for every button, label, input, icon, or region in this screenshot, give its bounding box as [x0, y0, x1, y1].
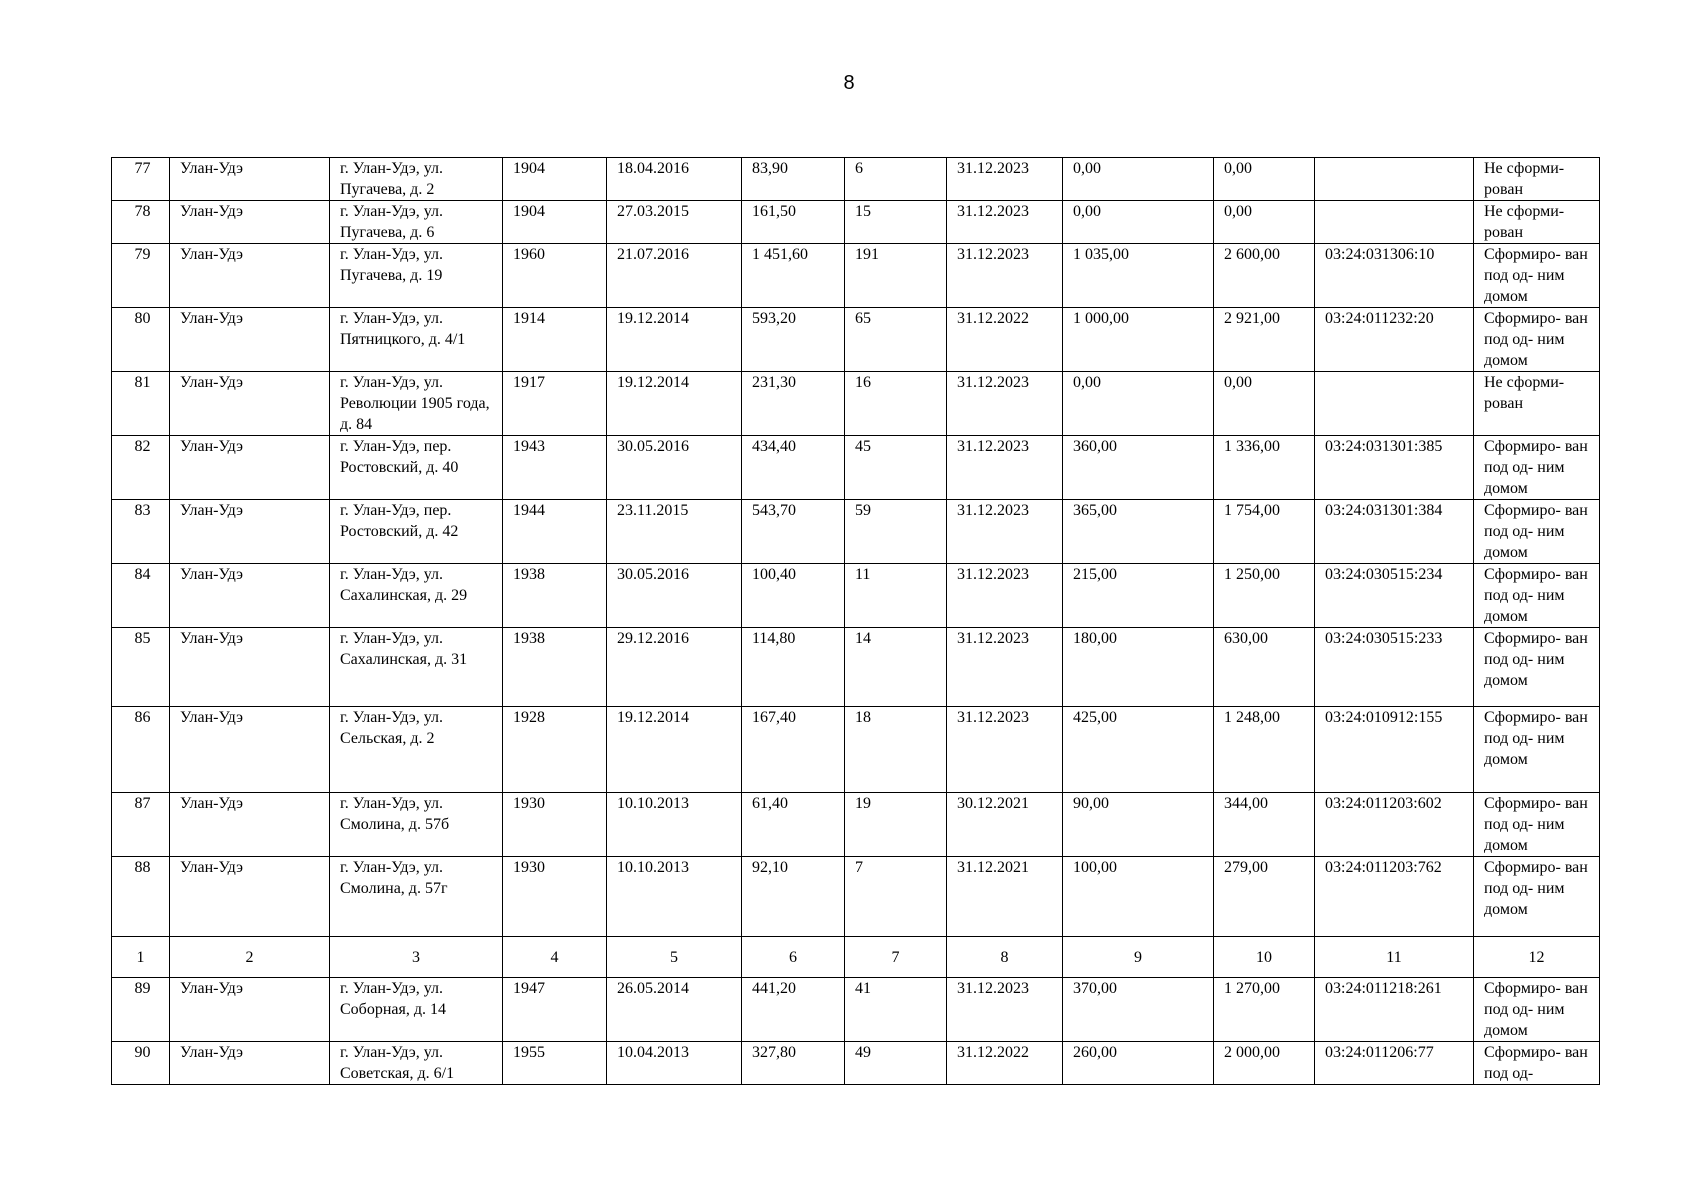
- area-cell: 593,20: [742, 308, 845, 372]
- city-cell: Улан-Удэ: [170, 793, 330, 857]
- land-status-cell: Сформиро- ван под од- ним домом: [1474, 436, 1600, 500]
- city-cell: Улан-Удэ: [170, 158, 330, 201]
- land-status-cell: Сформиро- ван под од- ним домом: [1474, 857, 1600, 937]
- land-area-cell: 100,00: [1063, 857, 1214, 937]
- row-number-cell: 90: [112, 1042, 170, 1085]
- city-cell: Улан-Удэ: [170, 500, 330, 564]
- residents-cell: 16: [845, 372, 947, 436]
- city-cell: Улан-Удэ: [170, 564, 330, 628]
- value-cell: 0,00: [1214, 372, 1315, 436]
- date-cell: 27.03.2015: [607, 201, 742, 244]
- column-number-cell: 6: [742, 937, 845, 978]
- area-cell: 1 451,60: [742, 244, 845, 308]
- area-cell: 83,90: [742, 158, 845, 201]
- row-number-cell: 78: [112, 201, 170, 244]
- table-row: [112, 244, 1600, 308]
- deadline-date-cell: 31.12.2023: [947, 707, 1063, 793]
- land-status-cell: Не сформи- рован: [1474, 201, 1600, 244]
- address-cell: г. Улан-Удэ, ул. Пугачева, д. 2: [330, 158, 503, 201]
- table-row: [112, 201, 1600, 244]
- cadastral-number-cell: [1315, 372, 1474, 436]
- value-cell: 0,00: [1214, 158, 1315, 201]
- value-cell: 2 921,00: [1214, 308, 1315, 372]
- date-cell: 30.05.2016: [607, 436, 742, 500]
- address-cell: г. Улан-Удэ, ул. Советская, д. 6/1: [330, 1042, 503, 1085]
- value-cell: 1 248,00: [1214, 707, 1315, 793]
- year-built-cell: 1930: [503, 857, 607, 937]
- table-row: [112, 857, 1600, 937]
- city-cell: Улан-Удэ: [170, 308, 330, 372]
- deadline-date-cell: 30.12.2021: [947, 793, 1063, 857]
- page-number: 8: [843, 72, 855, 94]
- land-area-cell: 215,00: [1063, 564, 1214, 628]
- date-cell: 26.05.2014: [607, 978, 742, 1042]
- row-number-cell: 83: [112, 500, 170, 564]
- value-cell: 1 250,00: [1214, 564, 1315, 628]
- address-cell: г. Улан-Удэ, ул. Пугачева, д. 19: [330, 244, 503, 308]
- land-status-cell: Не сформи- рован: [1474, 158, 1600, 201]
- date-cell: 18.04.2016: [607, 158, 742, 201]
- table-body: [112, 158, 1600, 1085]
- date-cell: 19.12.2014: [607, 308, 742, 372]
- deadline-date-cell: 31.12.2023: [947, 628, 1063, 707]
- address-cell: г. Улан-Удэ, пер. Ростовский, д. 42: [330, 500, 503, 564]
- value-cell: 1 270,00: [1214, 978, 1315, 1042]
- year-built-cell: 1938: [503, 564, 607, 628]
- area-cell: 327,80: [742, 1042, 845, 1085]
- date-cell: 30.05.2016: [607, 564, 742, 628]
- area-cell: 114,80: [742, 628, 845, 707]
- value-cell: 2 000,00: [1214, 1042, 1315, 1085]
- deadline-date-cell: 31.12.2023: [947, 500, 1063, 564]
- cadastral-number-cell: 03:24:011206:77: [1315, 1042, 1474, 1085]
- deadline-date-cell: 31.12.2023: [947, 978, 1063, 1042]
- deadline-date-cell: 31.12.2023: [947, 158, 1063, 201]
- deadline-date-cell: 31.12.2023: [947, 436, 1063, 500]
- cadastral-number-cell: 03:24:031301:385: [1315, 436, 1474, 500]
- residents-cell: 49: [845, 1042, 947, 1085]
- cadastral-number-cell: 03:24:011203:762: [1315, 857, 1474, 937]
- city-cell: Улан-Удэ: [170, 628, 330, 707]
- residents-cell: 59: [845, 500, 947, 564]
- land-area-cell: 260,00: [1063, 1042, 1214, 1085]
- land-status-cell: Сформиро- ван под од- ним домом: [1474, 978, 1600, 1042]
- address-cell: г. Улан-Удэ, пер. Ростовский, д. 40: [330, 436, 503, 500]
- address-cell: г. Улан-Удэ, ул. Революции 1905 года, д. 84: [330, 372, 503, 436]
- year-built-cell: 1955: [503, 1042, 607, 1085]
- table-row: [112, 436, 1600, 500]
- area-cell: 100,40: [742, 564, 845, 628]
- cadastral-number-cell: 03:24:010912:155: [1315, 707, 1474, 793]
- residents-cell: 41: [845, 978, 947, 1042]
- date-cell: 19.12.2014: [607, 372, 742, 436]
- land-area-cell: 425,00: [1063, 707, 1214, 793]
- residents-cell: 191: [845, 244, 947, 308]
- deadline-date-cell: 31.12.2023: [947, 244, 1063, 308]
- year-built-cell: 1930: [503, 793, 607, 857]
- column-number-cell: 7: [845, 937, 947, 978]
- row-number-cell: 80: [112, 308, 170, 372]
- land-status-cell: Сформиро- ван под од- ним домом: [1474, 564, 1600, 628]
- land-area-cell: 0,00: [1063, 158, 1214, 201]
- residents-cell: 6: [845, 158, 947, 201]
- area-cell: 441,20: [742, 978, 845, 1042]
- row-number-cell: 87: [112, 793, 170, 857]
- value-cell: 2 600,00: [1214, 244, 1315, 308]
- cadastral-number-cell: 03:24:011232:20: [1315, 308, 1474, 372]
- column-number-cell: 8: [947, 937, 1063, 978]
- cadastral-number-cell: 03:24:030515:234: [1315, 564, 1474, 628]
- value-cell: 279,00: [1214, 857, 1315, 937]
- area-cell: 543,70: [742, 500, 845, 564]
- land-area-cell: 360,00: [1063, 436, 1214, 500]
- cadastral-number-cell: [1315, 158, 1474, 201]
- column-number-cell: 4: [503, 937, 607, 978]
- year-built-cell: 1917: [503, 372, 607, 436]
- housing-register-table: [111, 157, 1600, 1085]
- city-cell: Улан-Удэ: [170, 978, 330, 1042]
- address-cell: г. Улан-Удэ, ул. Сахалинская, д. 29: [330, 564, 503, 628]
- city-cell: Улан-Удэ: [170, 201, 330, 244]
- table-row: [112, 793, 1600, 857]
- column-number-cell: 9: [1063, 937, 1214, 978]
- city-cell: Улан-Удэ: [170, 1042, 330, 1085]
- cadastral-number-cell: 03:24:011218:261: [1315, 978, 1474, 1042]
- date-cell: 10.10.2013: [607, 793, 742, 857]
- value-cell: 1 336,00: [1214, 436, 1315, 500]
- area-cell: 167,40: [742, 707, 845, 793]
- residents-cell: 7: [845, 857, 947, 937]
- year-built-cell: 1947: [503, 978, 607, 1042]
- city-cell: Улан-Удэ: [170, 857, 330, 937]
- area-cell: 161,50: [742, 201, 845, 244]
- table-row: [112, 158, 1600, 201]
- city-cell: Улан-Удэ: [170, 372, 330, 436]
- deadline-date-cell: 31.12.2023: [947, 372, 1063, 436]
- address-cell: г. Улан-Удэ, ул. Пятницкого, д. 4/1: [330, 308, 503, 372]
- land-area-cell: 0,00: [1063, 372, 1214, 436]
- deadline-date-cell: 31.12.2021: [947, 857, 1063, 937]
- date-cell: 10.04.2013: [607, 1042, 742, 1085]
- residents-cell: 11: [845, 564, 947, 628]
- residents-cell: 15: [845, 201, 947, 244]
- year-built-cell: 1943: [503, 436, 607, 500]
- value-cell: 344,00: [1214, 793, 1315, 857]
- residents-cell: 14: [845, 628, 947, 707]
- year-built-cell: 1914: [503, 308, 607, 372]
- land-status-cell: Сформиро- ван под од- ним домом: [1474, 793, 1600, 857]
- date-cell: 10.10.2013: [607, 857, 742, 937]
- column-numbering-row: [112, 937, 1600, 978]
- year-built-cell: 1944: [503, 500, 607, 564]
- column-number-cell: 12: [1474, 937, 1600, 978]
- area-cell: 92,10: [742, 857, 845, 937]
- row-number-cell: 86: [112, 707, 170, 793]
- land-status-cell: Сформиро- ван под од- ним домом: [1474, 628, 1600, 707]
- row-number-cell: 88: [112, 857, 170, 937]
- area-cell: 434,40: [742, 436, 845, 500]
- column-number-cell: 1: [112, 937, 170, 978]
- row-number-cell: 85: [112, 628, 170, 707]
- residents-cell: 18: [845, 707, 947, 793]
- value-cell: 0,00: [1214, 201, 1315, 244]
- deadline-date-cell: 31.12.2023: [947, 564, 1063, 628]
- residents-cell: 65: [845, 308, 947, 372]
- address-cell: г. Улан-Удэ, ул. Соборная, д. 14: [330, 978, 503, 1042]
- deadline-date-cell: 31.12.2022: [947, 308, 1063, 372]
- land-area-cell: 180,00: [1063, 628, 1214, 707]
- address-cell: г. Улан-Удэ, ул. Смолина, д. 57г: [330, 857, 503, 937]
- city-cell: Улан-Удэ: [170, 436, 330, 500]
- value-cell: 1 754,00: [1214, 500, 1315, 564]
- table-row: [112, 978, 1600, 1042]
- table-row: [112, 628, 1600, 707]
- year-built-cell: 1960: [503, 244, 607, 308]
- address-cell: г. Улан-Удэ, ул. Сельская, д. 2: [330, 707, 503, 793]
- column-number-cell: 10: [1214, 937, 1315, 978]
- row-number-cell: 89: [112, 978, 170, 1042]
- column-number-cell: 3: [330, 937, 503, 978]
- column-number-cell: 5: [607, 937, 742, 978]
- table-row: [112, 707, 1600, 793]
- city-cell: Улан-Удэ: [170, 244, 330, 308]
- row-number-cell: 77: [112, 158, 170, 201]
- deadline-date-cell: 31.12.2022: [947, 1042, 1063, 1085]
- table-row: [112, 372, 1600, 436]
- table-row: [112, 1042, 1600, 1085]
- land-status-cell: Сформиро- ван под од- ним домом: [1474, 308, 1600, 372]
- year-built-cell: 1904: [503, 158, 607, 201]
- land-area-cell: 1 000,00: [1063, 308, 1214, 372]
- land-area-cell: 90,00: [1063, 793, 1214, 857]
- deadline-date-cell: 31.12.2023: [947, 201, 1063, 244]
- date-cell: 21.07.2016: [607, 244, 742, 308]
- cadastral-number-cell: 03:24:030515:233: [1315, 628, 1474, 707]
- cadastral-number-cell: 03:24:011203:602: [1315, 793, 1474, 857]
- area-cell: 231,30: [742, 372, 845, 436]
- year-built-cell: 1904: [503, 201, 607, 244]
- address-cell: г. Улан-Удэ, ул. Пугачева, д. 6: [330, 201, 503, 244]
- land-area-cell: 365,00: [1063, 500, 1214, 564]
- land-area-cell: 0,00: [1063, 201, 1214, 244]
- table-row: [112, 500, 1600, 564]
- column-number-cell: 2: [170, 937, 330, 978]
- row-number-cell: 84: [112, 564, 170, 628]
- land-status-cell: Сформиро- ван под од- ним домом: [1474, 707, 1600, 793]
- land-status-cell: Сформиро- ван под од- ним домом: [1474, 500, 1600, 564]
- address-cell: г. Улан-Удэ, ул. Сахалинская, д. 31: [330, 628, 503, 707]
- address-cell: г. Улан-Удэ, ул. Смолина, д. 57б: [330, 793, 503, 857]
- date-cell: 23.11.2015: [607, 500, 742, 564]
- cadastral-number-cell: 03:24:031301:384: [1315, 500, 1474, 564]
- land-status-cell: Не сформи- рован: [1474, 372, 1600, 436]
- land-status-cell: Сформиро- ван под од-: [1474, 1042, 1600, 1085]
- column-number-cell: 11: [1315, 937, 1474, 978]
- land-status-cell: Сформиро- ван под од- ним домом: [1474, 244, 1600, 308]
- row-number-cell: 79: [112, 244, 170, 308]
- city-cell: Улан-Удэ: [170, 707, 330, 793]
- table-row: [112, 308, 1600, 372]
- land-area-cell: 1 035,00: [1063, 244, 1214, 308]
- row-number-cell: 81: [112, 372, 170, 436]
- cadastral-number-cell: [1315, 201, 1474, 244]
- residents-cell: 19: [845, 793, 947, 857]
- row-number-cell: 82: [112, 436, 170, 500]
- year-built-cell: 1938: [503, 628, 607, 707]
- land-area-cell: 370,00: [1063, 978, 1214, 1042]
- date-cell: 19.12.2014: [607, 707, 742, 793]
- value-cell: 630,00: [1214, 628, 1315, 707]
- cadastral-number-cell: 03:24:031306:10: [1315, 244, 1474, 308]
- residents-cell: 45: [845, 436, 947, 500]
- date-cell: 29.12.2016: [607, 628, 742, 707]
- table-row: [112, 564, 1600, 628]
- area-cell: 61,40: [742, 793, 845, 857]
- year-built-cell: 1928: [503, 707, 607, 793]
